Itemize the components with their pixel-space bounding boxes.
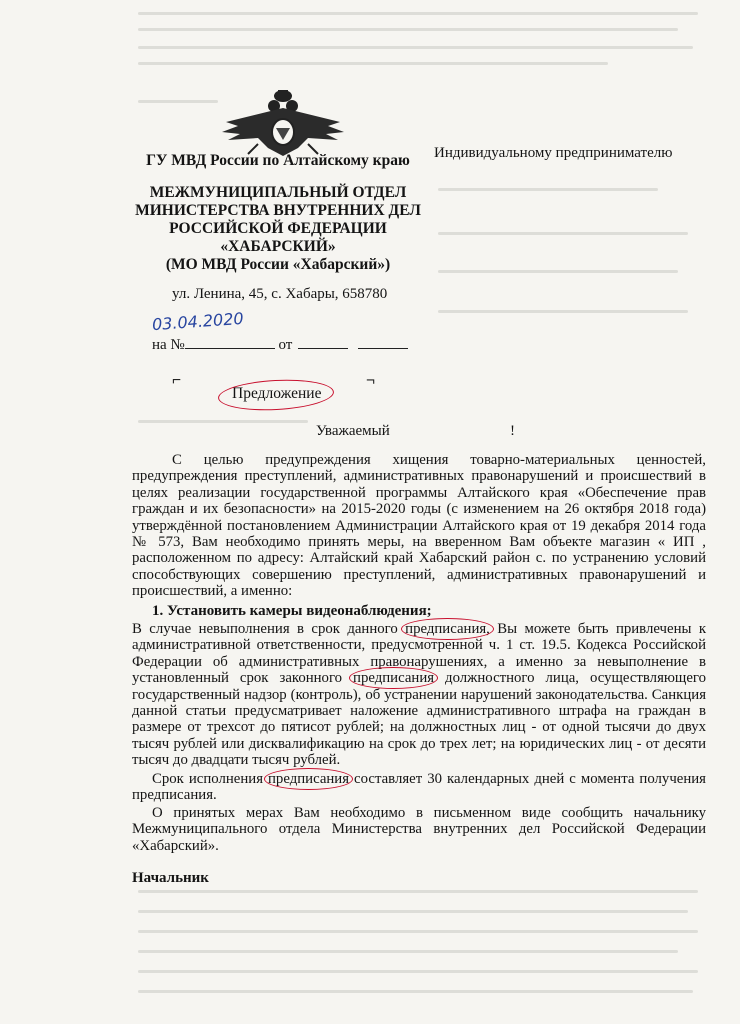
greeting: Уважаемый xyxy=(316,423,390,439)
circle-annotation-1 xyxy=(401,618,494,640)
department-address: ул. Ленина, 45, с. Хабары, 658780 xyxy=(172,286,388,302)
reference-date-blank-1 xyxy=(298,336,348,349)
department-line-3: РОССИЙСКОЙ ФЕДЕРАЦИИ xyxy=(169,220,387,237)
reference-number-blank xyxy=(185,336,275,349)
recipient: Индивидуальному предпринимателю xyxy=(434,145,673,161)
circled-word-3-text: предписания xyxy=(268,771,350,787)
circled-word-1 xyxy=(405,621,490,637)
title-circle-annotation xyxy=(217,377,334,413)
paragraph-3-part-b: составляет 30 календарных дней с момента получения предписания. xyxy=(132,771,706,804)
handwritten-date: 03.04.2020 xyxy=(151,308,245,335)
department-abbrev: (МО МВД России «Хабарский») xyxy=(165,256,391,273)
corner-mark-left: ⌐ xyxy=(172,372,182,389)
greeting-end: ! xyxy=(510,423,515,439)
mvd-emblem-icon xyxy=(218,88,348,160)
signature-title: Начальник xyxy=(132,870,209,886)
circle-annotation-3 xyxy=(264,768,353,790)
circled-word-1-text: предписания, xyxy=(405,621,490,637)
body-paragraph-2 xyxy=(132,621,706,769)
document-title: Предложение xyxy=(232,385,322,402)
circled-word-2-text: предписания xyxy=(353,670,435,687)
reference-line xyxy=(152,336,408,354)
body-paragraph-4: О принятых мерах Вам необходимо в письменном виде сообщить начальнику Межмуниципального отдела Министерства внутренних дел Российской Федерации «Хабарский». xyxy=(132,805,706,854)
department-line-2: МИНИСТЕРСТВА ВНУТРЕННИХ ДЕЛ xyxy=(135,202,421,219)
paragraph-3-part-a: Срок исполнения xyxy=(152,771,269,787)
circled-word-3 xyxy=(268,771,349,787)
reference-date-label: от xyxy=(278,337,293,353)
department-line-1: МЕЖМУНИЦИПАЛЬНЫЙ ОТДЕЛ xyxy=(149,184,407,201)
corner-mark-right: ¬ xyxy=(366,372,376,389)
reference-number-label: на № xyxy=(152,337,185,353)
circled-word-2 xyxy=(353,670,434,686)
reference-date-blank-2 xyxy=(358,336,408,349)
paragraph-2-part-c: должностного лица, осуществляющего государственный надзор (контроль), об устранении нарушений законодательства. Санкция данной статьи предусматривает наложение административного штрафа на граждан в размере от трехсот до пятисот рублей; на должностных лиц - от одной тысячи до двух тысяч рублей или дисквалификацию на срок до трех лет; на юридических лиц - от десяти тысяч до двадцати тысяч рублей. xyxy=(132,670,706,769)
body-paragraph-1: С целью предупреждения хищения товарно-материальных ценностей, предупреждения преступлений, административных правонарушений и происшествий в целях реализации государственной программы Алтайского края «Обеспечение прав граждан и их безопасности» на 2015-2020 годы (с изменением на 26 октября 2018 года) утверждённой постановлением Администрации Алтайского края от 19 декабря 2014 года № 573, Вам необходимо принять меры, на вверенном Вам объекте магазин « ИП , расположенном по адресу: Алтайский край Хабарский район с. по устранению условий способствующих совершению преступлений, административных правонарушений и происшествий, а именно: xyxy=(132,452,706,600)
paragraph-2-part-b: Вы можете быть привлечены к административной ответственности, предусмотренной ч. 1 ст. 19.5. Кодекса Российской Федерации об административных правонарушениях, а именно за невыполнение в установленный срок законного xyxy=(132,621,707,687)
list-item-1: 1. Установить камеры видеонаблюдения; xyxy=(152,603,432,619)
body-paragraph-3 xyxy=(132,771,706,804)
paragraph-2-part-a: В случае невыполнения в срок данного xyxy=(132,621,406,637)
department-line-4: «ХАБАРСКИЙ» xyxy=(220,238,336,255)
agency-name: ГУ МВД России по Алтайскому краю xyxy=(146,152,410,169)
